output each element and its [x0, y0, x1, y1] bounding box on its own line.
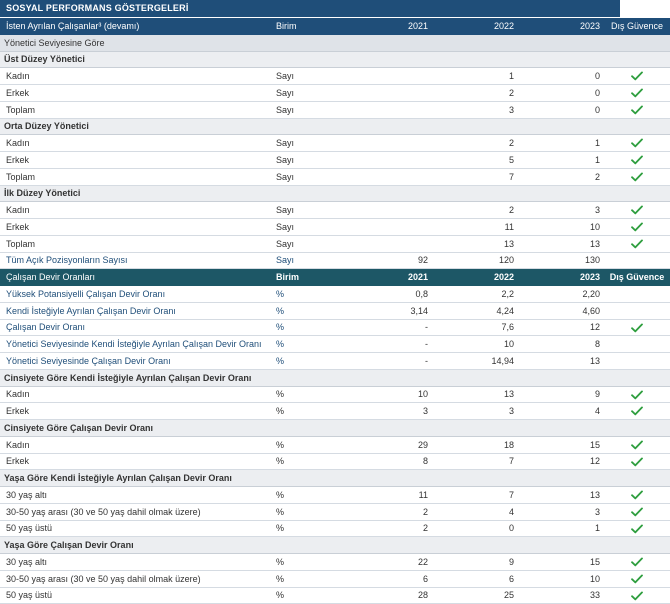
unit-cell: Sayı	[272, 135, 342, 152]
value-2023: 9	[518, 386, 604, 403]
checkmark-icon	[631, 573, 643, 583]
unit-cell: Sayı	[272, 235, 342, 252]
value-2022: 10	[432, 336, 518, 353]
checkmark-icon	[631, 322, 643, 332]
value-2022: 4	[432, 503, 518, 520]
assurance-cell	[604, 85, 670, 102]
assurance-cell	[604, 453, 670, 470]
row-label: Erkek	[0, 403, 272, 420]
unit-cell: Sayı	[272, 219, 342, 236]
table-row	[0, 587, 670, 604]
value-2021: 2021	[342, 269, 432, 286]
value-2022: 9	[432, 554, 518, 571]
checkmark-icon	[631, 205, 643, 215]
row-label: Yönetici Seviyesinde Çalışan Devir Oranı	[0, 353, 272, 370]
value-2022: 2,2	[432, 286, 518, 303]
value-2023: 2023	[518, 269, 604, 286]
row-label: Tüm Açık Pozisyonların Sayısı	[0, 252, 272, 269]
assurance-header: Dış Güvence	[604, 18, 670, 34]
unit-cell: %	[272, 453, 342, 470]
row-label: 30 yaş altı	[0, 554, 272, 571]
value-2023: 1	[518, 135, 604, 152]
assurance-cell	[604, 386, 670, 403]
unit-cell: Sayı	[272, 202, 342, 219]
assurance-cell	[604, 219, 670, 236]
assurance-cell	[604, 336, 670, 353]
assurance-cell	[604, 436, 670, 453]
section-subgroup-row	[0, 369, 670, 386]
row-label: Yüksek Potansiyelli Çalışan Devir Oranı	[0, 286, 272, 303]
value-2021	[342, 219, 432, 236]
section-subgroup-row	[0, 118, 670, 135]
assurance-cell	[604, 168, 670, 185]
unit-cell: %	[272, 286, 342, 303]
value-2023: 13	[518, 235, 604, 252]
row-label: İsten Ayrılan Çalışanlar³ (devamı)	[0, 18, 272, 34]
value-2022: 7	[432, 487, 518, 504]
unit-cell: %	[272, 554, 342, 571]
section-title: Cinsiyete Göre Kendi İsteğiyle Ayrılan Çalışan Devir Oranı	[0, 369, 670, 386]
unit-cell: %	[272, 353, 342, 370]
value-2021: 11	[342, 487, 432, 504]
unit-cell: Sayı	[272, 252, 342, 269]
unit-cell: Sayı	[272, 101, 342, 118]
table-header-row	[0, 269, 670, 286]
row-label: Çalışan Devir Oranı	[0, 319, 272, 336]
checkmark-icon	[631, 506, 643, 516]
checkmark-icon	[631, 171, 643, 181]
unit-cell: %	[272, 302, 342, 319]
page-title: SOSYAL PERFORMANS GÖSTERGELERİ	[0, 0, 620, 17]
value-2021: 2021	[342, 18, 432, 34]
value-2021	[342, 168, 432, 185]
indicators-table	[0, 18, 670, 604]
row-label: Kadın	[0, 135, 272, 152]
table-row	[0, 487, 670, 504]
value-2022: 7,6	[432, 319, 518, 336]
value-2023: 10	[518, 219, 604, 236]
assurance-cell	[604, 503, 670, 520]
assurance-cell	[604, 554, 670, 571]
table-body	[0, 18, 670, 604]
value-2022: 14,94	[432, 353, 518, 370]
unit-cell: %	[272, 436, 342, 453]
row-label: Kadın	[0, 386, 272, 403]
value-2021: 6	[342, 570, 432, 587]
value-2023: 1	[518, 520, 604, 537]
assurance-cell	[604, 520, 670, 537]
value-2023: 130	[518, 252, 604, 269]
value-2022: 3	[432, 101, 518, 118]
section-subgroup-row	[0, 185, 670, 202]
value-2021	[342, 202, 432, 219]
value-2021: -	[342, 319, 432, 336]
row-label: 50 yaş üstü	[0, 587, 272, 604]
table-row	[0, 503, 670, 520]
table-row	[0, 235, 670, 252]
table-row	[0, 570, 670, 587]
checkmark-icon	[631, 406, 643, 416]
value-2023: 0	[518, 85, 604, 102]
row-label: Kadın	[0, 436, 272, 453]
table-row	[0, 520, 670, 537]
value-2023: 8	[518, 336, 604, 353]
value-2022: 5	[432, 152, 518, 169]
unit-cell: Sayı	[272, 85, 342, 102]
value-2023: 0	[518, 101, 604, 118]
assurance-cell	[604, 570, 670, 587]
assurance-cell	[604, 68, 670, 85]
unit-cell: %	[272, 503, 342, 520]
table-row	[0, 319, 670, 336]
value-2021: 8	[342, 453, 432, 470]
value-2021	[342, 152, 432, 169]
table-header-row	[0, 18, 670, 34]
table-row	[0, 68, 670, 85]
table-row	[0, 554, 670, 571]
value-2022: 1	[432, 68, 518, 85]
value-2023: 33	[518, 587, 604, 604]
value-2021: -	[342, 353, 432, 370]
section-title: İlk Düzey Yönetici	[0, 185, 670, 202]
value-2021	[342, 135, 432, 152]
value-2021: 3	[342, 403, 432, 420]
assurance-cell	[604, 135, 670, 152]
value-2021: 2	[342, 503, 432, 520]
checkmark-icon	[631, 155, 643, 165]
unit-cell: %	[272, 403, 342, 420]
value-2022: 120	[432, 252, 518, 269]
section-subgroup-row	[0, 470, 670, 487]
value-2022: 25	[432, 587, 518, 604]
row-label: Yönetici Seviyesinde Kendi İsteğiyle Ayrılan Çalışan Devir Oranı	[0, 336, 272, 353]
checkmark-icon	[631, 71, 643, 81]
value-2023: 2023	[518, 18, 604, 34]
value-2023: 10	[518, 570, 604, 587]
value-2022: 2022	[432, 18, 518, 34]
table-row	[0, 85, 670, 102]
checkmark-icon	[631, 389, 643, 399]
assurance-cell	[604, 101, 670, 118]
value-2023: 12	[518, 319, 604, 336]
value-2022: 13	[432, 386, 518, 403]
table-row	[0, 202, 670, 219]
unit-cell: %	[272, 487, 342, 504]
checkmark-icon	[631, 456, 643, 466]
table-row	[0, 403, 670, 420]
assurance-cell	[604, 152, 670, 169]
value-2022: 0	[432, 520, 518, 537]
unit-cell: %	[272, 336, 342, 353]
unit-cell: %	[272, 520, 342, 537]
assurance-cell	[604, 319, 670, 336]
value-2021: 92	[342, 252, 432, 269]
value-2022: 7	[432, 453, 518, 470]
value-2021: -	[342, 336, 432, 353]
unit-cell: %	[272, 386, 342, 403]
checkmark-icon	[631, 557, 643, 567]
value-2022: 11	[432, 219, 518, 236]
section-title: Üst Düzey Yönetici	[0, 51, 670, 68]
value-2023: 3	[518, 202, 604, 219]
row-label: Erkek	[0, 85, 272, 102]
row-label: Kadın	[0, 202, 272, 219]
value-2023: 13	[518, 353, 604, 370]
section-group-row	[0, 34, 670, 51]
section-title: Yönetici Seviyesine Göre	[0, 34, 670, 51]
assurance-cell	[604, 286, 670, 303]
section-subgroup-row	[0, 537, 670, 554]
value-2022: 2022	[432, 269, 518, 286]
value-2021: 3,14	[342, 302, 432, 319]
value-2022: 13	[432, 235, 518, 252]
value-2022: 2	[432, 202, 518, 219]
table-row	[0, 152, 670, 169]
row-label: 30-50 yaş arası (30 ve 50 yaş dahil olmak üzere)	[0, 570, 272, 587]
row-label: Kendi İsteğiyle Ayrılan Çalışan Devir Oranı	[0, 302, 272, 319]
value-2022: 18	[432, 436, 518, 453]
unit-cell: Sayı	[272, 68, 342, 85]
unit-cell: %	[272, 319, 342, 336]
checkmark-icon	[631, 222, 643, 232]
unit-cell: Birim	[272, 269, 342, 286]
section-subgroup-row	[0, 420, 670, 437]
assurance-cell	[604, 252, 670, 269]
value-2023: 4	[518, 403, 604, 420]
value-2021	[342, 235, 432, 252]
checkmark-icon	[631, 490, 643, 500]
value-2021	[342, 101, 432, 118]
value-2023: 3	[518, 503, 604, 520]
table-row	[0, 286, 670, 303]
row-label: Toplam	[0, 168, 272, 185]
unit-cell: Birim	[272, 18, 342, 34]
value-2021: 29	[342, 436, 432, 453]
value-2023: 2,20	[518, 286, 604, 303]
checkmark-icon	[631, 104, 643, 114]
row-label: Erkek	[0, 453, 272, 470]
table-row	[0, 386, 670, 403]
assurance-cell	[604, 353, 670, 370]
table-row	[0, 101, 670, 118]
checkmark-icon	[631, 439, 643, 449]
section-title: Cinsiyete Göre Çalışan Devir Oranı	[0, 420, 670, 437]
value-2023: 2	[518, 168, 604, 185]
row-label: Toplam	[0, 235, 272, 252]
row-label: Erkek	[0, 152, 272, 169]
table-row	[0, 302, 670, 319]
section-title: Yaşa Göre Kendi İsteğiyle Ayrılan Çalışan Devir Oranı	[0, 470, 670, 487]
unit-cell: Sayı	[272, 152, 342, 169]
assurance-cell	[604, 587, 670, 604]
row-label: 30 yaş altı	[0, 487, 272, 504]
row-label: Erkek	[0, 219, 272, 236]
assurance-cell	[604, 403, 670, 420]
value-2021: 28	[342, 587, 432, 604]
table-row	[0, 353, 670, 370]
value-2023: 0	[518, 68, 604, 85]
value-2023: 15	[518, 436, 604, 453]
checkmark-icon	[631, 88, 643, 98]
value-2021: 0,8	[342, 286, 432, 303]
unit-cell: %	[272, 570, 342, 587]
value-2022: 2	[432, 85, 518, 102]
checkmark-icon	[631, 138, 643, 148]
value-2023: 15	[518, 554, 604, 571]
table-row	[0, 436, 670, 453]
unit-cell: %	[272, 587, 342, 604]
checkmark-icon	[631, 238, 643, 248]
table-row	[0, 168, 670, 185]
value-2022: 3	[432, 403, 518, 420]
row-label: Kadın	[0, 68, 272, 85]
checkmark-icon	[631, 590, 643, 600]
value-2022: 4,24	[432, 302, 518, 319]
table-row	[0, 135, 670, 152]
value-2023: 12	[518, 453, 604, 470]
row-label: 50 yaş üstü	[0, 520, 272, 537]
row-label: Toplam	[0, 101, 272, 118]
assurance-cell	[604, 202, 670, 219]
table-row	[0, 219, 670, 236]
unit-cell: Sayı	[272, 168, 342, 185]
value-2021: 22	[342, 554, 432, 571]
assurance-cell	[604, 302, 670, 319]
section-title: Yaşa Göre Çalışan Devir Oranı	[0, 537, 670, 554]
value-2022: 2	[432, 135, 518, 152]
table-row	[0, 453, 670, 470]
row-label: 30-50 yaş arası (30 ve 50 yaş dahil olmak üzere)	[0, 503, 272, 520]
value-2021: 10	[342, 386, 432, 403]
assurance-cell	[604, 487, 670, 504]
table-row	[0, 336, 670, 353]
checkmark-icon	[631, 523, 643, 533]
section-title: Orta Düzey Yönetici	[0, 118, 670, 135]
assurance-cell	[604, 235, 670, 252]
value-2023: 1	[518, 152, 604, 169]
value-2022: 6	[432, 570, 518, 587]
value-2021	[342, 68, 432, 85]
section-subgroup-row	[0, 51, 670, 68]
assurance-header: Dış Güvence	[604, 269, 670, 286]
value-2021: 2	[342, 520, 432, 537]
value-2023: 13	[518, 487, 604, 504]
row-label: Çalışan Devir Oranları	[0, 269, 272, 286]
value-2023: 4,60	[518, 302, 604, 319]
value-2021	[342, 85, 432, 102]
table-row	[0, 252, 670, 269]
value-2022: 7	[432, 168, 518, 185]
